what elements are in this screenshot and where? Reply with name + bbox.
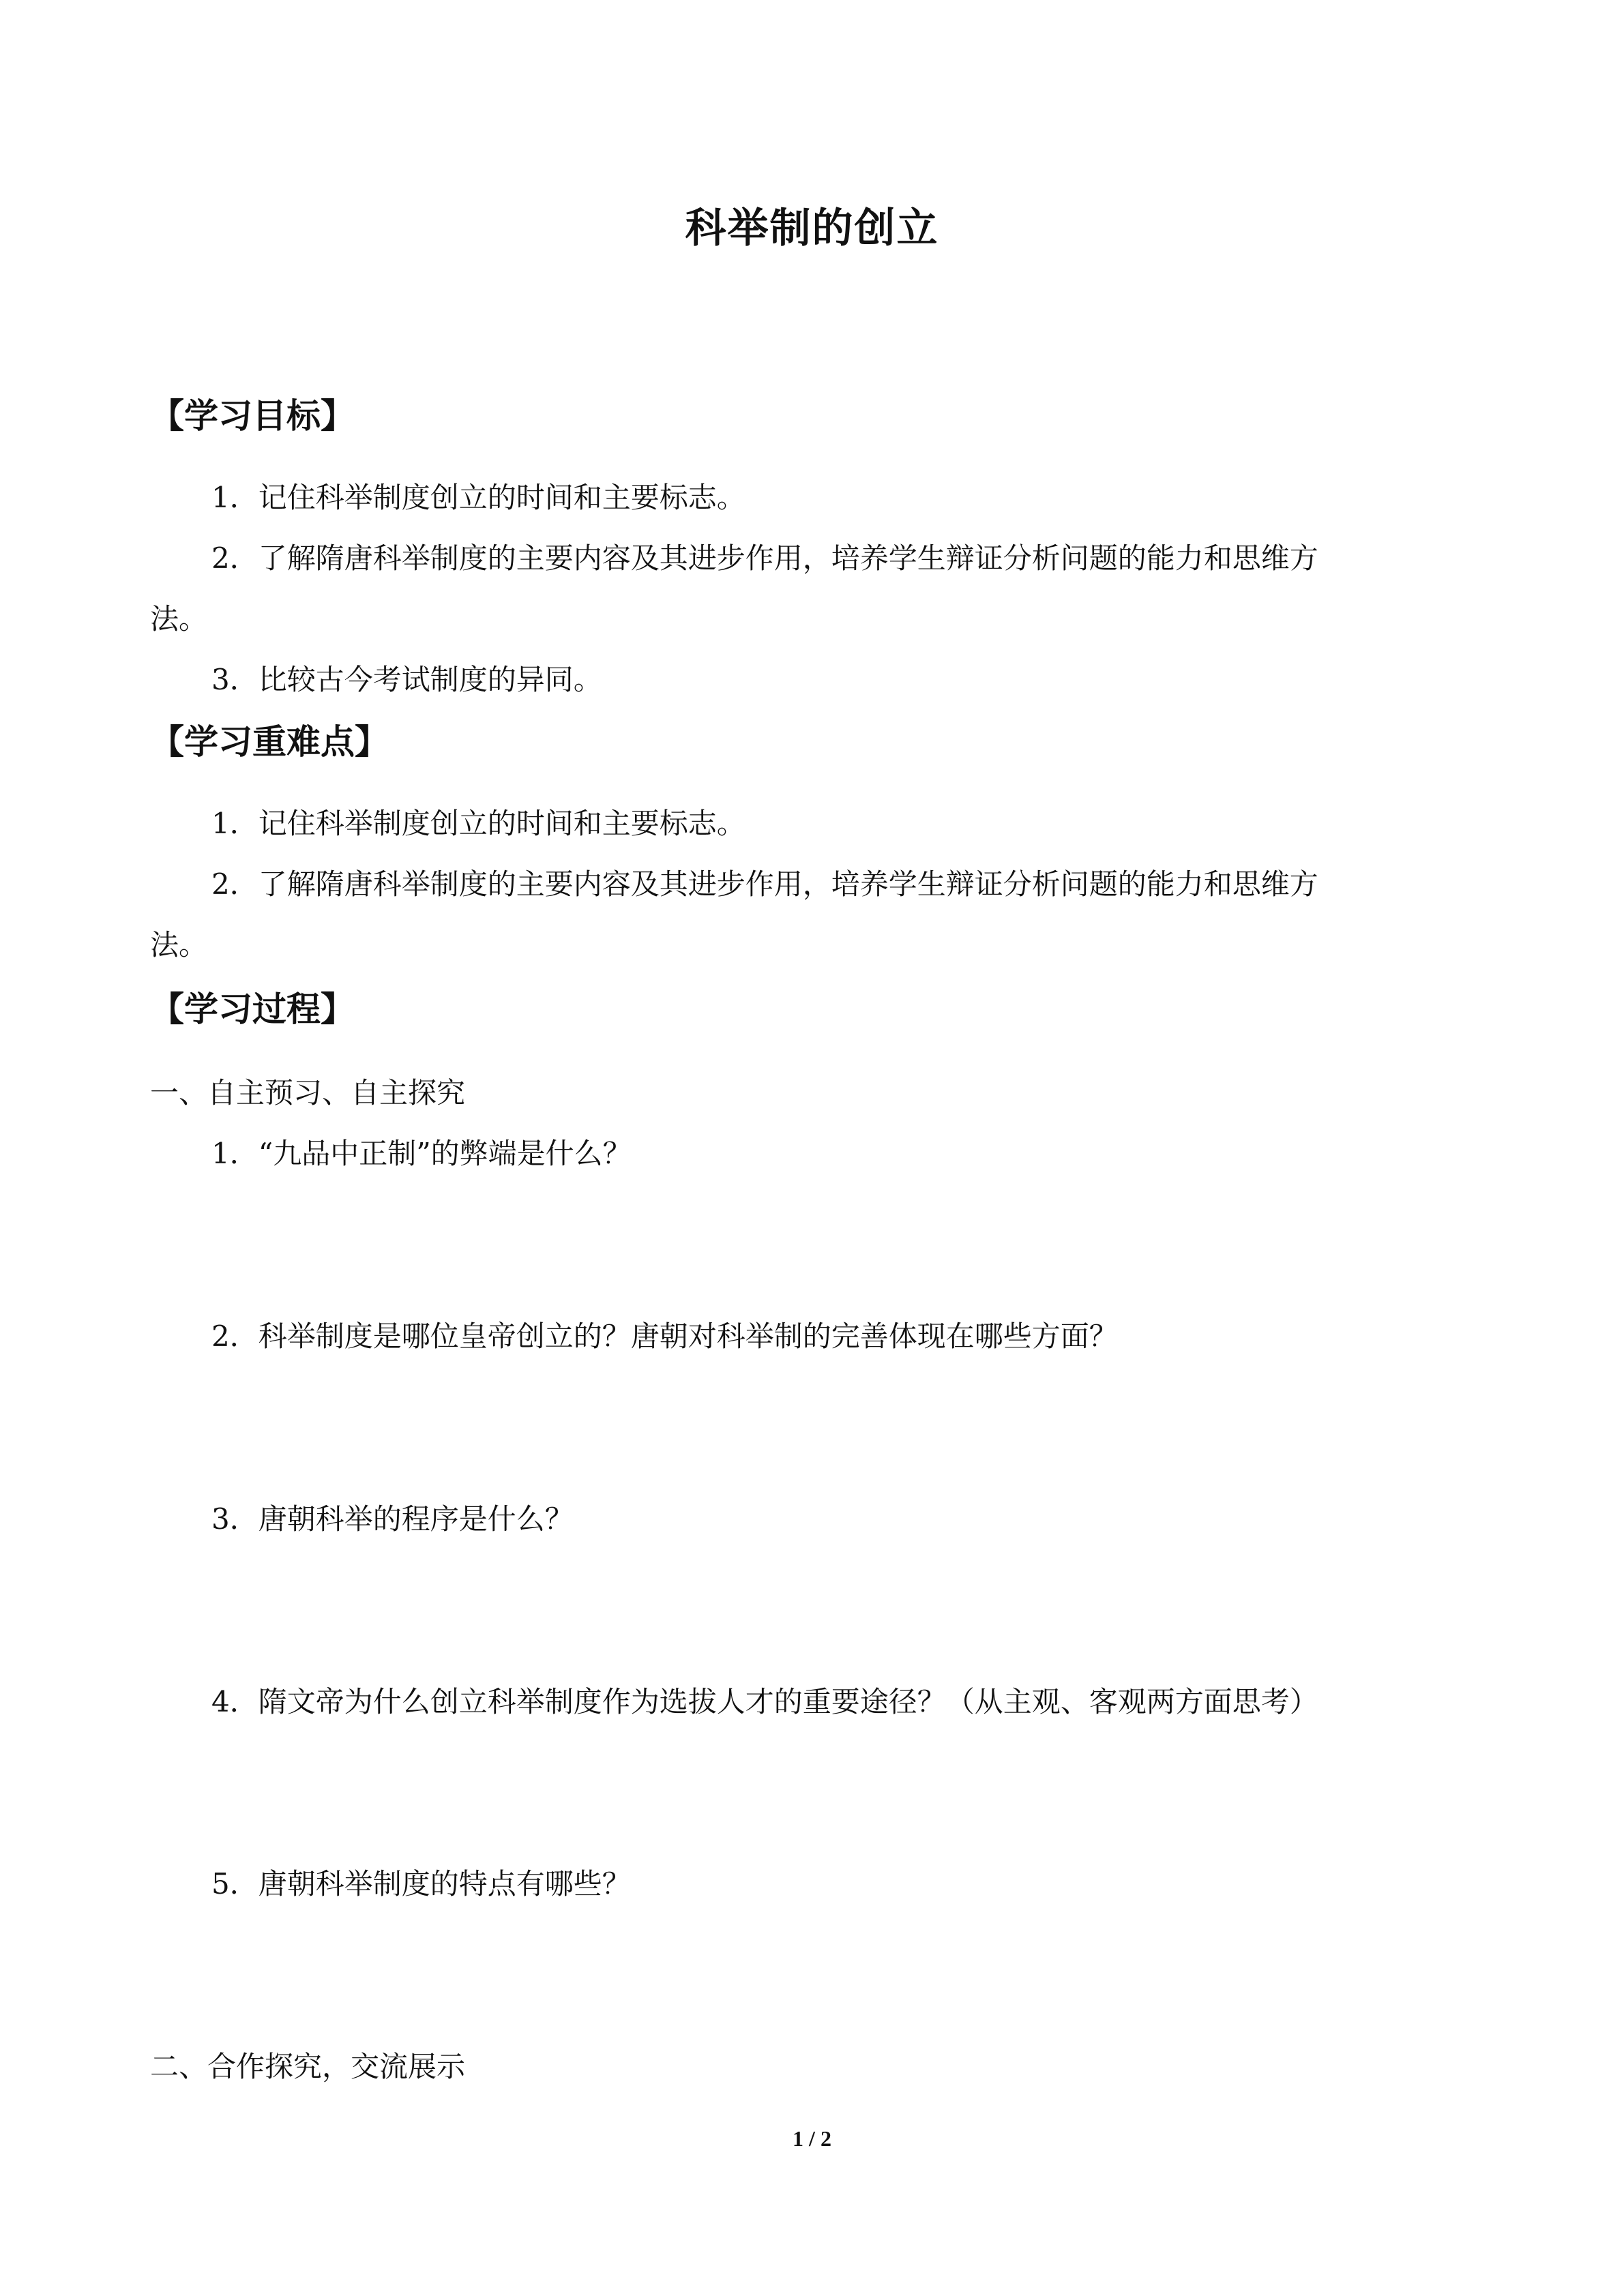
page-title: 科举制的创立 [685, 205, 939, 252]
section-heading-key-points: 【学习重难点】 [150, 722, 389, 762]
process-question-2: 2．科举制度是哪位皇帝创立的？唐朝对科举制的完善体现在哪些方面？ [211, 1320, 1118, 1353]
section-heading-goals: 【学习目标】 [150, 396, 355, 436]
process-part2-title: 二、合作探究，交流展示 [150, 2050, 466, 2083]
process-question-5: 5．唐朝科举制度的特点有哪些？ [211, 1867, 631, 1900]
goal-item-3: 3．比较古今考试制度的异同。 [211, 663, 602, 696]
page-number: 1 / 2 [793, 2126, 831, 2151]
key-point-item-2-continued: 法。 [150, 928, 208, 961]
process-question-4: 4．隋文帝为什么创立科举制度作为选拔人才的重要途径？（从主观、客观两方面思考） [211, 1685, 1318, 1718]
key-point-item-1: 1．记住科举制度创立的时间和主要标志。 [211, 807, 745, 840]
section-heading-process: 【学习过程】 [150, 989, 355, 1029]
goal-item-2-continued: 法。 [150, 602, 208, 636]
goal-item-2: 2．了解隋唐科举制度的主要内容及其进步作用，培养学生辩证分析问题的能力和思维方 [211, 541, 1318, 575]
goal-item-1: 1．记住科举制度创立的时间和主要标志。 [211, 481, 745, 514]
process-part1-title: 一、自主预习、自主探究 [150, 1076, 466, 1109]
key-point-item-2: 2．了解隋唐科举制度的主要内容及其进步作用，培养学生辩证分析问题的能力和思维方 [211, 867, 1318, 901]
process-question-1: 1．“九品中正制”的弊端是什么？ [211, 1137, 632, 1170]
process-question-3: 3．唐朝科举的程序是什么？ [211, 1502, 574, 1536]
